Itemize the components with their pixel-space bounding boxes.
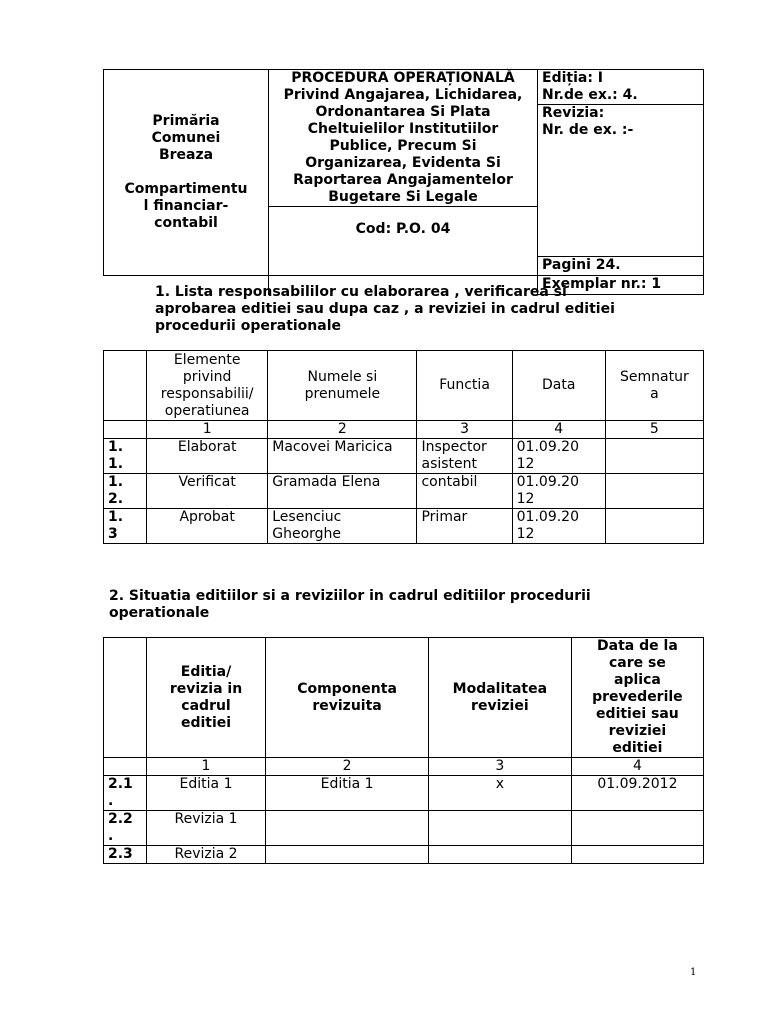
header-mode: Modalitatea reviziei xyxy=(428,638,571,758)
table-row xyxy=(104,776,704,811)
table-row xyxy=(104,846,704,864)
header-apply-date: Data de la care se aplica prevederile editiei sau reviziei editiei xyxy=(571,638,703,758)
header-signature: Semnatur a xyxy=(605,351,703,421)
row-number: 1. 3 xyxy=(104,509,147,544)
table-row xyxy=(104,811,704,846)
column-number: 1 xyxy=(147,421,268,439)
row-component: Editia 1 xyxy=(266,776,429,811)
row-edition: Revizia 2 xyxy=(146,846,266,864)
row-signature xyxy=(605,474,703,509)
row-date xyxy=(571,846,703,864)
row-person-name: Lesenciuc Gheorghe xyxy=(268,509,417,544)
column-number: 4 xyxy=(571,758,703,776)
editions-table xyxy=(103,637,704,864)
row-edition: Revizia 1 xyxy=(146,811,266,846)
section2-heading: 2. Situatia editiilor si a reviziilor in cadrul editiilor procedurii operationale xyxy=(109,588,591,621)
column-number: 2 xyxy=(268,421,417,439)
table-row xyxy=(104,439,704,474)
header-name: Numele si prenumele xyxy=(268,351,417,421)
editions-header-row xyxy=(104,638,704,758)
header-component: Componenta revizuita xyxy=(266,638,429,758)
column-number: 1 xyxy=(146,758,266,776)
row-element: Aprobat xyxy=(147,509,268,544)
row-function: contabil xyxy=(417,474,512,509)
row-mode xyxy=(428,811,571,846)
row-mode: x xyxy=(428,776,571,811)
column-number: 3 xyxy=(428,758,571,776)
row-number: 2.2 . xyxy=(104,811,147,846)
revision-label: Revizia: xyxy=(542,105,605,121)
row-number: 2.3 xyxy=(104,846,147,864)
header-date: Data xyxy=(512,351,605,421)
row-element: Verificat xyxy=(147,474,268,509)
row-date: 01.09.20 12 xyxy=(512,474,605,509)
organization-cell xyxy=(104,70,269,276)
column-number-row xyxy=(104,758,704,776)
revision-cell xyxy=(538,105,704,257)
row-person-name: Macovei Maricica xyxy=(268,439,417,474)
page-number: 1 xyxy=(690,967,697,978)
procedure-code-cell xyxy=(269,207,538,276)
procedure-header-table xyxy=(103,69,704,295)
column-number: 5 xyxy=(605,421,703,439)
edition-label: Ediția: I xyxy=(542,70,604,86)
row-date: 01.09.20 12 xyxy=(512,509,605,544)
header-edition: Editia/ revizia in cadrul editiei xyxy=(146,638,266,758)
procedure-code: Cod: P.O. 04 xyxy=(355,221,451,237)
row-component xyxy=(266,811,429,846)
row-element: Elaborat xyxy=(147,439,268,474)
section1-heading: 1. Lista responsabililor cu elaborarea , verificarea si aprobarea editiei sau dupa caz , a reviziei in cadrul editiei procedurii operationale xyxy=(155,284,615,334)
edition-cell xyxy=(538,70,704,105)
row-date: 01.09.2012 xyxy=(571,776,703,811)
column-number: 4 xyxy=(512,421,605,439)
column-number: 2 xyxy=(266,758,429,776)
column-number-row xyxy=(104,421,704,439)
copies-count-2: Nr. de ex. :- xyxy=(542,122,634,138)
procedure-title-cell xyxy=(269,70,538,207)
procedure-title: PROCEDURA OPERAȚIONALĂ Privind Angajarea, Lichidarea, Ordonantarea Si Plata Cheltuielilor Institutiilor Publice, Precum Si Organizarea, Evidenta Si Raportarea Angajamentelor Bugetare Si Legale xyxy=(283,70,523,205)
pages-cell xyxy=(538,257,704,276)
responsibles-table xyxy=(103,350,704,544)
pages-count: Pagini 24. xyxy=(542,257,621,273)
row-number: 1. 2. xyxy=(104,474,147,509)
row-number: 1. 1. xyxy=(104,439,147,474)
organization-name: Primăria Comunei Breaza Compartimentu l financiar- contabil xyxy=(124,113,248,231)
responsibles-header-row xyxy=(104,351,704,421)
row-date xyxy=(571,811,703,846)
row-number: 2.1 . xyxy=(104,776,147,811)
row-mode xyxy=(428,846,571,864)
row-component xyxy=(266,846,429,864)
row-function: Primar xyxy=(417,509,512,544)
row-signature xyxy=(605,509,703,544)
header-function: Functia xyxy=(417,351,512,421)
exemplar-number: Exemplar nr.: 1 xyxy=(542,276,662,292)
row-edition: Editia 1 xyxy=(146,776,266,811)
column-number: 3 xyxy=(417,421,512,439)
row-function: Inspector asistent xyxy=(417,439,512,474)
row-person-name: Gramada Elena xyxy=(268,474,417,509)
row-date: 01.09.20 12 xyxy=(512,439,605,474)
table-row xyxy=(104,474,704,509)
row-signature xyxy=(605,439,703,474)
table-row xyxy=(104,509,704,544)
copies-count-1: Nr.de ex.: 4. xyxy=(542,87,638,103)
header-elements: Elemente privind responsabilii/ operatiunea xyxy=(147,351,268,421)
